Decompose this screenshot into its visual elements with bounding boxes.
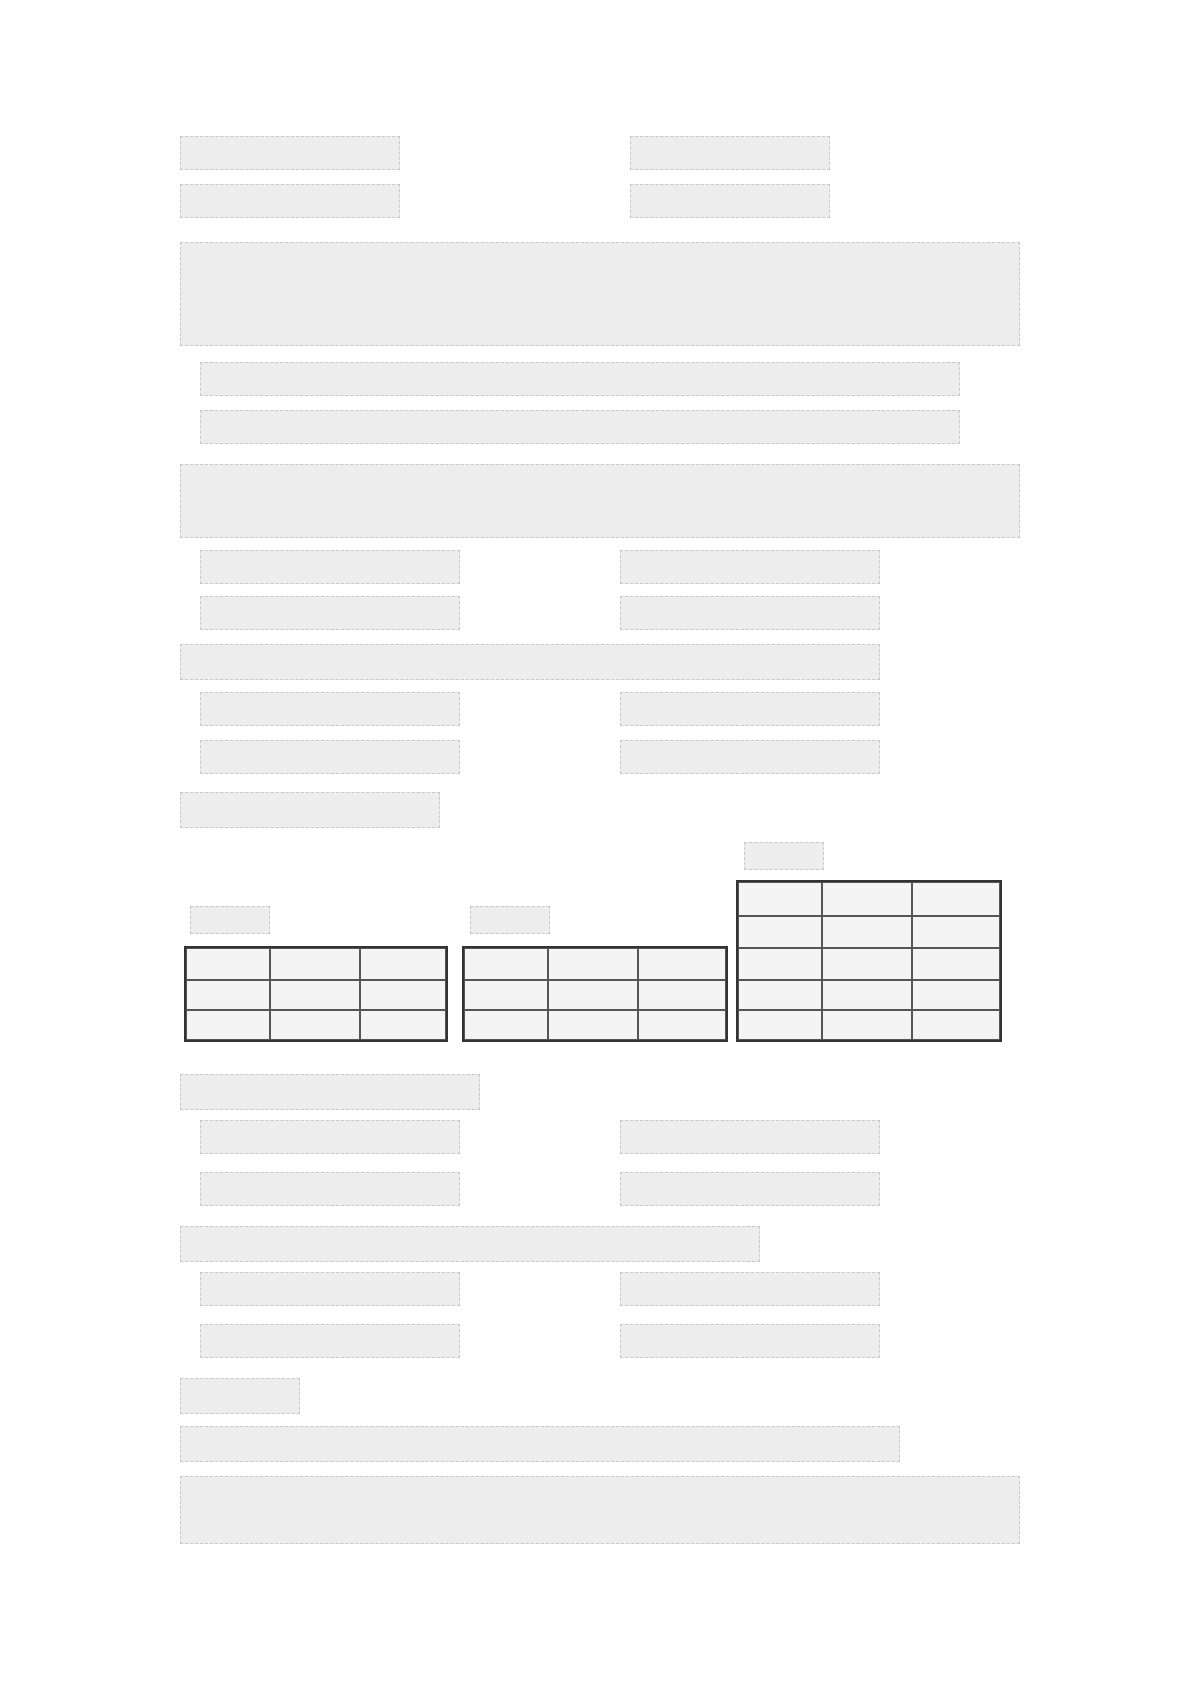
question-9-stem-placeholder [180,464,1020,538]
relation-t-cell-r5c3 [912,1010,1000,1040]
relation-s-cell-r3c1 [464,1010,548,1040]
relation-r-table [184,946,448,1042]
relation-s-cell-r2c2 [548,980,638,1010]
section-heading-placeholder [180,1378,300,1414]
question-11-option-b-placeholder [620,1120,880,1154]
question-12-stem-placeholder [180,1226,760,1262]
fill-blank-1-placeholder [180,1426,900,1462]
relation-t-cell-r4c2 [822,980,912,1010]
relation-s-cell-r1c1 [464,948,548,980]
relation-s-cell-r3c3 [638,1010,726,1040]
relation-r-cell-r3c2 [270,1010,360,1040]
question-9-option-b-placeholder [620,550,880,584]
relation-s-cell-r1c2 [548,948,638,980]
question-10-option-a-placeholder [200,692,460,726]
relation-r-cell-r1c1 [186,948,270,980]
relation-t-cell-r2c1 [738,916,822,948]
relation-t-cell-r5c2 [822,1010,912,1040]
question-12-option-c-placeholder [200,1324,460,1358]
question-8-options-row-1-placeholder [200,362,960,396]
question-11-stem-placeholder [180,792,440,828]
question-11-option-d-placeholder [620,1172,880,1206]
relation-t-table [736,880,1002,1042]
question-9-option-d-placeholder [620,596,880,630]
question-11-option-c-placeholder [200,1172,460,1206]
relation-t-cell-r2c2 [822,916,912,948]
relation-t-cell-r1c3 [912,882,1000,916]
relation-s-table [462,946,728,1042]
relation-t-cell-r1c2 [822,882,912,916]
question-10-option-d-placeholder [620,740,880,774]
relation-s-cell-r2c1 [464,980,548,1010]
relation-t-cell-r3c2 [822,948,912,980]
question-7-option-a-placeholder [180,136,400,170]
relation-r-cell-r2c1 [186,980,270,1010]
relation-t-caption-placeholder [744,842,824,870]
question-7-option-d-placeholder [630,184,830,218]
question-10-option-c-placeholder [200,740,460,774]
relation-r-cell-r1c3 [360,948,446,980]
question-7-option-b-placeholder [630,136,830,170]
relation-r-cell-r3c1 [186,1010,270,1040]
relation-t-cell-r4c3 [912,980,1000,1010]
question-7-option-c-placeholder [180,184,400,218]
question-10-option-b-placeholder [620,692,880,726]
relation-s-caption-placeholder [470,906,550,934]
question-9-option-c-placeholder [200,596,460,630]
relation-s-cell-r2c3 [638,980,726,1010]
relation-r-cell-r1c2 [270,948,360,980]
relation-t-cell-r5c1 [738,1010,822,1040]
question-11-option-a-placeholder [200,1120,460,1154]
relation-t-cell-r2c3 [912,916,1000,948]
relation-s-cell-r3c2 [548,1010,638,1040]
question-12-option-b-placeholder [620,1272,880,1306]
relation-t-cell-r4c1 [738,980,822,1010]
relation-r-cell-r2c2 [270,980,360,1010]
relation-t-cell-r3c1 [738,948,822,980]
question-8-options-row-2-placeholder [200,410,960,444]
relation-r-caption-placeholder [190,906,270,934]
question-12-option-a-placeholder [200,1272,460,1306]
question-9-option-a-placeholder [200,550,460,584]
question-11-prompt-placeholder [180,1074,480,1110]
question-8-stem-placeholder [180,242,1020,346]
question-12-option-d-placeholder [620,1324,880,1358]
question-10-stem-placeholder [180,644,880,680]
relation-r-cell-r2c3 [360,980,446,1010]
relation-t-cell-r1c1 [738,882,822,916]
relation-t-cell-r3c3 [912,948,1000,980]
relation-r-cell-r3c3 [360,1010,446,1040]
relation-s-cell-r1c3 [638,948,726,980]
fill-blank-2-placeholder [180,1476,1020,1544]
